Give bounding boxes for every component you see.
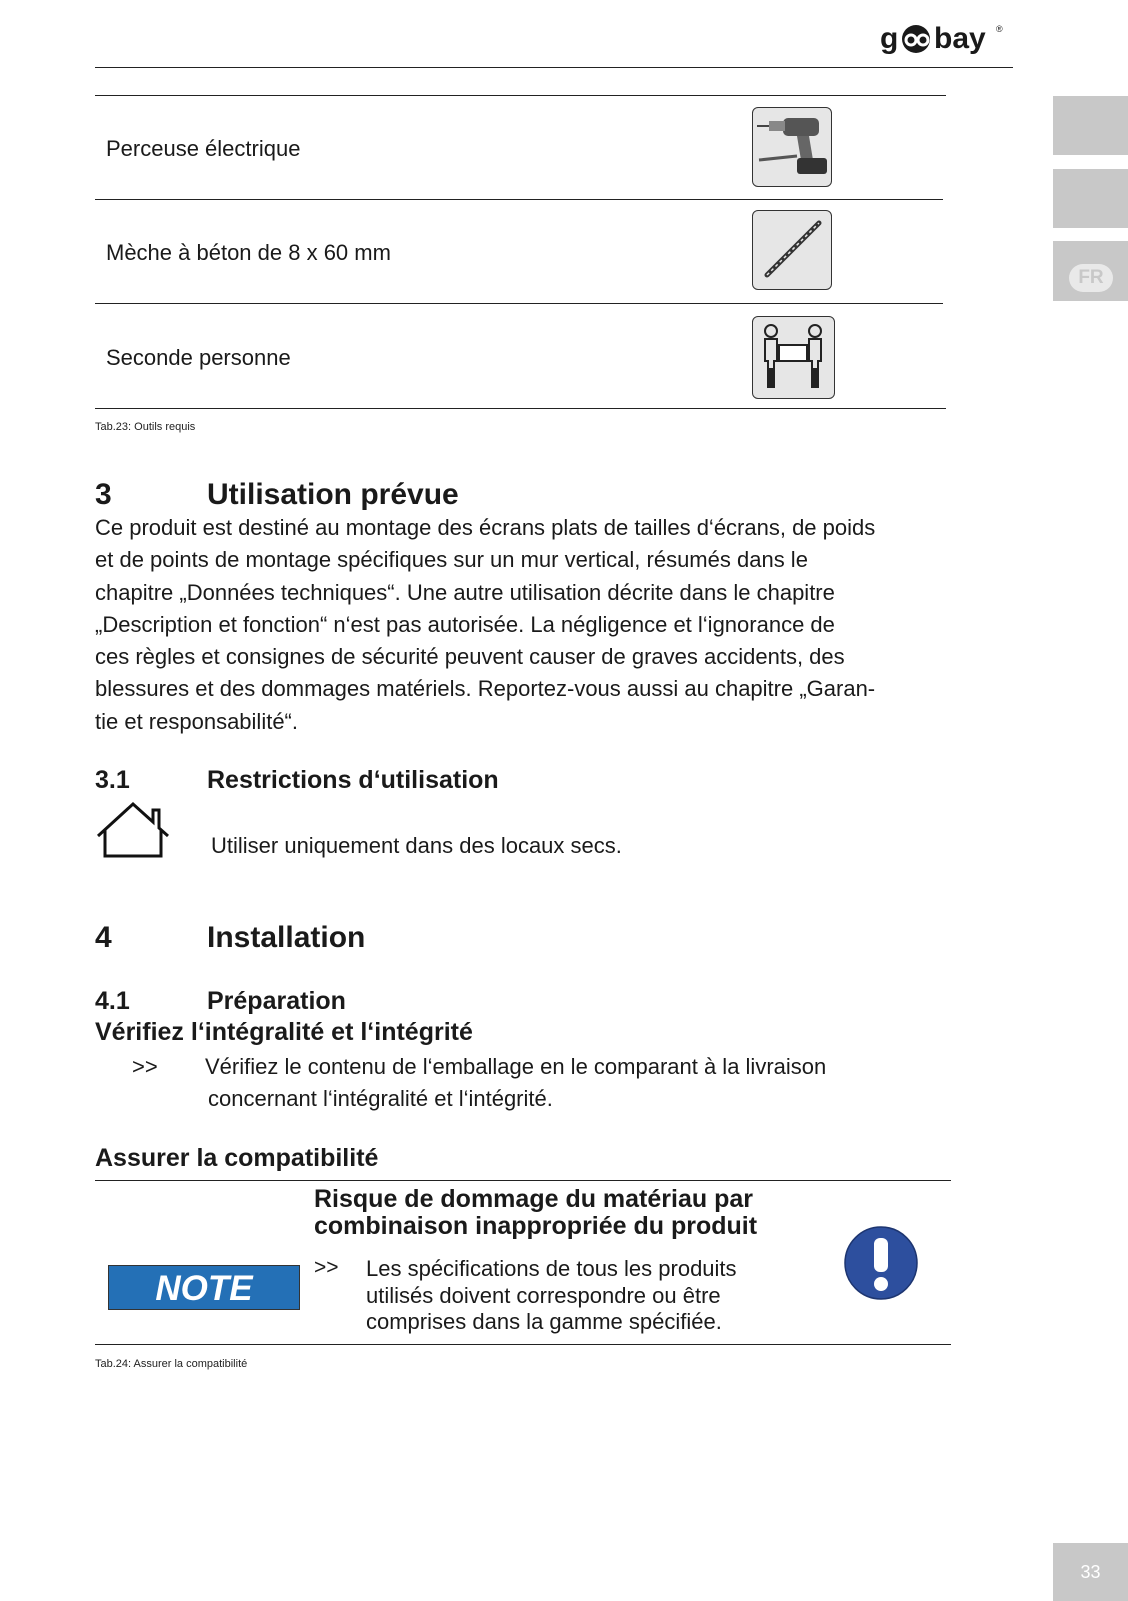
table-rule — [95, 303, 943, 304]
section-body — [95, 512, 965, 738]
house-icon — [95, 800, 171, 865]
body-line: Ce produit est destiné au montage des écrans plats de tailles d‘écrans, de poids — [95, 515, 876, 540]
subsection-title: Préparation — [207, 987, 346, 1015]
table-rule — [95, 199, 943, 200]
two-persons-carrying-icon — [752, 316, 835, 399]
section-number: 3 — [95, 478, 112, 511]
sub-heading: Assurer la compatibilité — [95, 1144, 379, 1172]
svg-text:bay: bay — [934, 22, 986, 55]
drill-bit-icon — [752, 210, 832, 290]
subsection-number: 3.1 — [95, 766, 130, 794]
tool-label-second-person: Seconde personne — [106, 345, 291, 370]
note-label: NOTE — [108, 1265, 300, 1310]
goobay-logo — [880, 18, 1010, 62]
table-rule — [95, 95, 946, 96]
body-line: Vérifiez le contenu de l‘emballage en le comparant à la livraison — [205, 1054, 827, 1079]
bullet-marker: >> — [132, 1054, 158, 1079]
body-line: ces règles et consignes de sécurité peuvent causer de graves accidents, des — [95, 644, 845, 670]
restriction-text: Utiliser uniquement dans des locaux secs. — [211, 833, 622, 858]
tool-label-drill: Perceuse électrique — [106, 136, 301, 161]
risk-line: combinaison inappropriée du produit — [314, 1212, 758, 1240]
section-title: Installation — [207, 921, 366, 954]
table-rule — [95, 1180, 951, 1181]
svg-text:g: g — [880, 22, 899, 55]
header-rule — [95, 67, 1013, 68]
table-rule — [95, 1344, 951, 1345]
subsection-number: 4.1 — [95, 987, 130, 1015]
goobay-logo-mark — [880, 18, 1010, 62]
side-tab-1 — [1053, 96, 1128, 155]
language-badge: FR — [1069, 264, 1113, 292]
compat-text — [366, 1256, 836, 1336]
body-line: „Description et fonction“ n‘est pas autorisée. La négligence et l‘ignorance de — [95, 611, 835, 637]
body-line: Les spécifications de tous les produits — [366, 1256, 737, 1281]
table-caption: Tab.23: Outils requis — [95, 421, 196, 433]
sub-heading: Vérifiez l‘intégralité et l‘intégrité — [95, 1018, 473, 1046]
body-line: blessures et des dommages matériels. Reportez-vous aussi au chapitre „Garan- — [95, 676, 876, 702]
table-rule — [95, 408, 946, 409]
tool-label-drill-bit: Mèche à béton de 8 x 60 mm — [106, 240, 391, 265]
body-line: concernant l‘intégralité et l‘intégrité. — [208, 1086, 553, 1112]
body-line: tie et responsabilité“. — [95, 708, 298, 734]
exclamation-icon — [843, 1225, 919, 1306]
side-tab-2 — [1053, 169, 1128, 228]
svg-text:®: ® — [996, 24, 1003, 34]
risk-line: Risque de dommage du matériau par — [314, 1185, 753, 1213]
section-number: 4 — [95, 921, 112, 954]
body-line: utilisés doivent correspondre ou être — [366, 1282, 721, 1308]
risk-title — [314, 1186, 757, 1240]
bullet-text — [205, 1051, 965, 1116]
body-line: chapitre „Données techniques“. Une autre utilisation décrite dans le chapitre — [95, 579, 835, 605]
bullet-marker: >> — [314, 1256, 339, 1279]
drill-icon — [752, 107, 832, 187]
page-number: 33 — [1053, 1543, 1128, 1601]
table-caption: Tab.24: Assurer la compatibilité — [95, 1358, 248, 1370]
section-title: Utilisation prévue — [207, 478, 459, 511]
body-line: comprises dans la gamme spécifiée. — [366, 1309, 722, 1334]
body-line: et de points de montage spécifiques sur un mur vertical, résumés dans le — [95, 547, 808, 573]
subsection-title: Restrictions d‘utilisation — [207, 766, 499, 794]
